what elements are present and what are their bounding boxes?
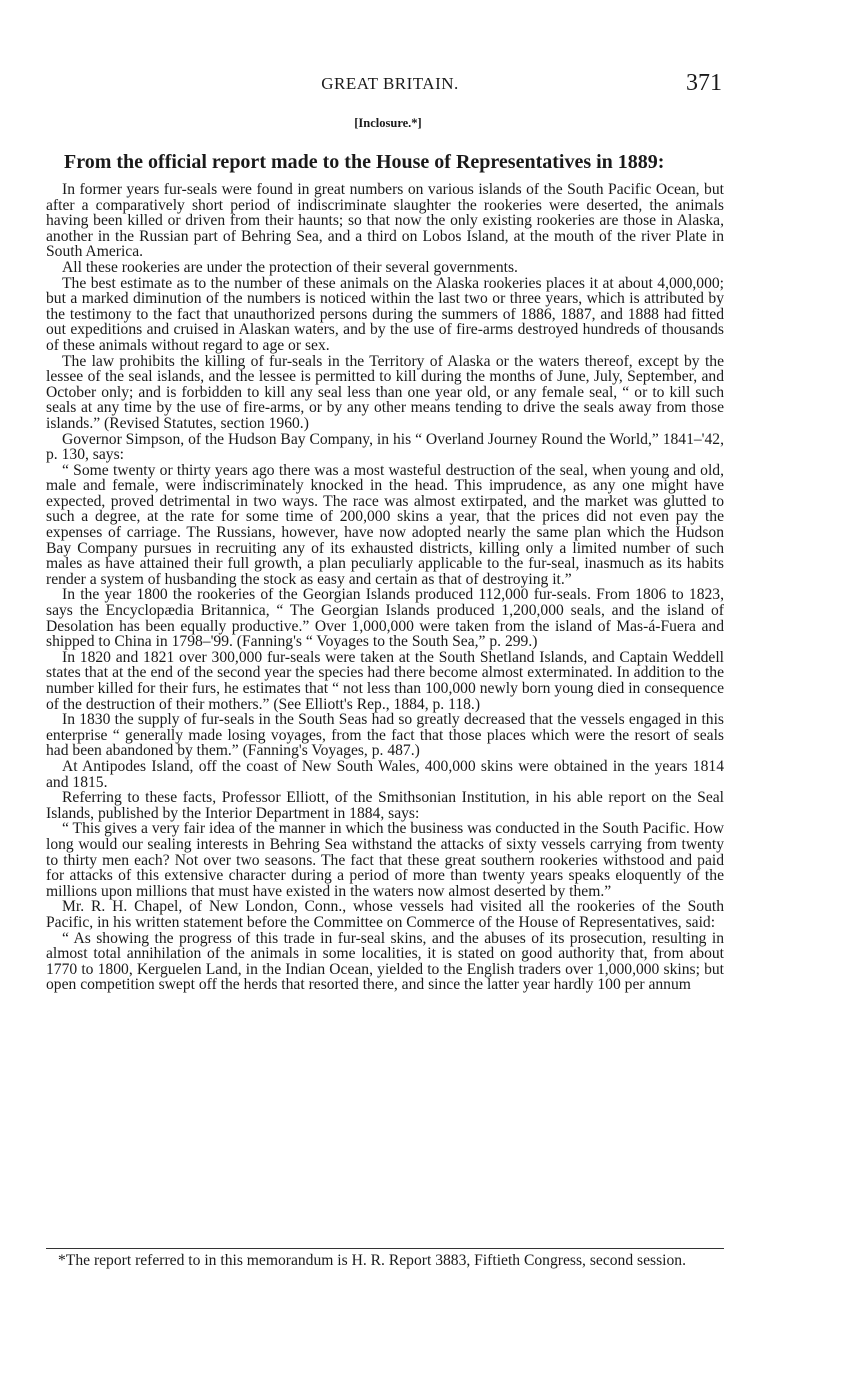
paragraph: The best estimate as to the number of these animals on the Alaska rookeries places it at about 4,000,000; but a marked diminution of the numbers is noticed within the last two or three years, which is attributed by the testimony to the fact that unauthorized persons during the summers of 1886, 1887, and 1888 had fitted out expeditions and cruised in Alaskan waters, and by the use of fire-arms destroyed hundreds of thousands of these animals without regard to age or sex. [46,274,724,354]
paragraph: In 1820 and 1821 over 300,000 fur-seals were taken at the South Shetland Islands, and Captain Weddell states that at the end of the second year the species had there become almost exterminated. In addition to the number killed for their furs, he estimates that “ not less than 100,000 newly born young died in consequence of the destruction of their mothers.” (See Elliott's Rep., 1884, p. 118.) [46,648,724,713]
footnote: *The report referred to in this memorandum is H. R. Report 3883, Fiftieth Congress, second session. [58,1252,686,1269]
paragraph: Governor Simpson, of the Hudson Bay Company, in his “ Overland Journey Round the World,” 1841–'42, p. 130, says: [46,430,724,464]
quoted-paragraph: “ Some twenty or thirty years ago there was a most wasteful destruction of the seal, when young and old, male and female, were indiscriminately knocked in the head. This imprudence, as any one might have expected, proved detrimental in two ways. The race was almost extirpated, and the market was glutted to such a degree, at the rate for some time of 200,000 skins a year, that the prices did not even pay the expenses of carriage. The Russians, however, have now adopted nearly the same plan which the Hudson Bay Company pursues in recruiting any of its exhausted districts, killing only a limited number of such males as have attained their full growth, a plan peculiarly applicable to the fur-seal, inasmuch as its habits render a system of husbanding the stock as easy and certain as that of destroying it.” [46,461,724,588]
page-number: 371 [686,70,722,96]
paragraph: The law prohibits the killing of fur-seals in the Territory of Alaska or the waters thereof, except by the lessee of the seal islands, and the lessee is permitted to kill during the months of June, July, September, and October only; and is forbidden to kill any seal less than one year old, or any female seal, “ or to kill such seals at any time by the use of fire-arms, or by any other means tending to drive the seals away from those islands.” (Revised Statutes, section 1960.) [46,352,724,432]
running-title: GREAT BRITAIN. [321,74,459,93]
paragraph: At Antipodes Island, off the coast of New South Wales, 400,000 skins were obtained in the years 1814 and 1815. [46,757,724,791]
paragraph: Referring to these facts, Professor Elliott, of the Smithsonian Institution, in his able report on the Seal Islands, published by the Interior Department in 1884, says: [46,789,724,822]
paragraph: All these rookeries are under the protection of their several governments. [62,258,518,276]
paragraph: In former years fur-seals were found in great numbers on various islands of the South Pacific Ocean, but after a comparatively short period of indiscriminate slaughter the rookeries were deserted, the animals having been killed or driven from their haunts; so that now the only existing rookeries are those in Alaska, another in the Russian part of Behring Sea, and a third on Lobos Island, at the mouth of the river Plate in South America. [46,181,724,261]
paragraph: Mr. R. H. Chapel, of New London, Conn., whose vessels had visited all the rookeries of the South Pacific, in his written statement before the Committee on Commerce of the House of Representatives, said: [46,898,724,931]
body-text [46,182,724,993]
paragraph: In the year 1800 the rookeries of the Georgian Islands produced 112,000 fur-seals. From 1806 to 1823, says the Encyclopædia Britannica, “ The Georgian Islands produced 1,200,000 seals, and the island of Desolation has been equally productive.” Over 1,000,000 were taken from the island of Mas-á-Fuera and shipped to China in 1798–'99. (Fanning's “ Voyages to the South Sea,” p. 299.) [46,586,724,651]
section-heading: From the official report made to the House of Representatives in 1889: [64,151,665,173]
quoted-paragraph: “ As showing the progress of this trade in fur-seal skins, and the abuses of its prosecution, resulting in almost total annihilation of the animals in some localities, it is stated on good authority that, from about 1770 to 1800, Kerguelen Land, in the Indian Ocean, yielded to the English traders over 1,000,000 skins; but open competition swept off the herds that resorted there, and since the latter year hardly 100 per annum [46,929,724,994]
paragraph: In 1830 the supply of fur-seals in the South Seas had so greatly decreased that the vessels engaged in this enterprise “ generally made losing voyages, from the fact that those places which were the resort of seals had been abandoned by them.” (Fanning's Voyages, p. 487.) [46,711,724,760]
quoted-paragraph: “ This gives a very fair idea of the manner in which the business was conducted in the South Pacific. How long would our sealing interests in Behring Sea withstand the attacks of sixty vessels carrying from twenty to thirty men each? Not over two seasons. The fact that these great southern rookeries withstood and paid for attacks of this extensive character during a period of more than twenty years speaks eloquently of the millions upon millions that must have existed in the waters now almost deserted by them.” [46,820,724,900]
footnote-divider [46,1248,724,1249]
enclosure-label: [Inclosure.*] [354,116,422,130]
